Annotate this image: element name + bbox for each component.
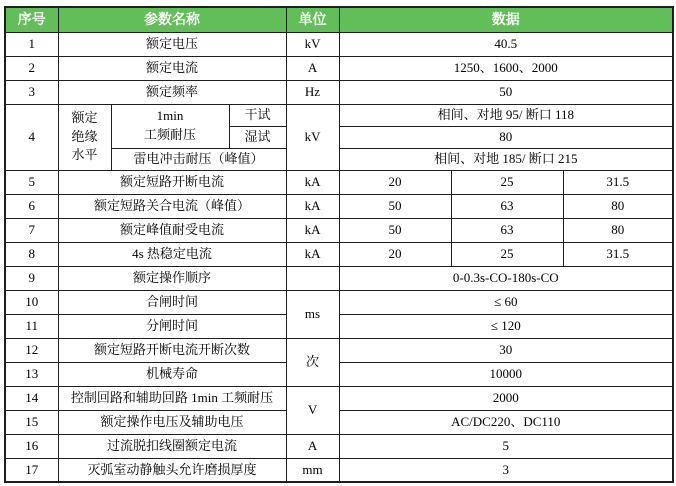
- row-4-wet-data: 80: [339, 126, 673, 148]
- table-row: [5, 80, 673, 104]
- row-14-15-unit: V: [286, 386, 339, 434]
- row-4-wet-test: 湿试: [229, 126, 286, 148]
- row-6-seq: 6: [5, 194, 58, 218]
- row-5-data-1: 20: [339, 170, 451, 194]
- row-13-data: 10000: [339, 362, 673, 386]
- header-seq: 序号: [5, 7, 58, 32]
- row-8-data-1: 20: [339, 242, 451, 266]
- row-4-lightning-impulse: 雷电冲击耐压（峰值）: [111, 148, 286, 170]
- row-12-name: 额定短路开断电流开断次数: [58, 338, 286, 362]
- row-8-unit: kA: [286, 242, 339, 266]
- table-row: [5, 32, 673, 56]
- row-1-data: 40.5: [339, 32, 673, 56]
- row-7-data-1: 50: [339, 218, 451, 242]
- insulation-level-line3: 水平: [71, 147, 98, 163]
- row-17-name: 灭弧室动静触头允许磨损厚度: [58, 458, 286, 482]
- row-12-seq: 12: [5, 338, 58, 362]
- row-3-data: 50: [339, 80, 673, 104]
- row-8-data-2: 25: [451, 242, 563, 266]
- table-row: [5, 290, 673, 314]
- row-9-name: 额定操作顺序: [58, 266, 286, 290]
- row-11-data: ≤ 120: [339, 314, 673, 338]
- row-5-name: 额定短路开断电流: [58, 170, 286, 194]
- row-5-data-3: 31.5: [563, 170, 673, 194]
- row-4-dry-data: 相间、对地 95/ 断口 118: [339, 104, 673, 126]
- table-row: [5, 218, 673, 242]
- row-15-data: AC/DC220、DC110: [339, 410, 673, 434]
- row-7-data-2: 63: [451, 218, 563, 242]
- row-1-seq: 1: [5, 32, 58, 56]
- table-row: [5, 56, 673, 80]
- row-17-data: 3: [339, 458, 673, 482]
- table-row: [5, 362, 673, 386]
- row-8-seq: 8: [5, 242, 58, 266]
- row-1-name: 额定电压: [58, 32, 286, 56]
- row-14-data: 2000: [339, 386, 673, 410]
- row-5-unit: kA: [286, 170, 339, 194]
- row-6-name: 额定短路关合电流（峰值）: [58, 194, 286, 218]
- row-12-data: 30: [339, 338, 673, 362]
- row-5-seq: 5: [5, 170, 58, 194]
- row-4-lightning-data: 相间、对地 185/ 断口 215: [339, 148, 673, 170]
- row-4-power-freq-withstand: [111, 104, 229, 148]
- row-2-data: 1250、1600、2000: [339, 56, 673, 80]
- row-8-data-3: 31.5: [563, 242, 673, 266]
- row-7-seq: 7: [5, 218, 58, 242]
- row-10-name: 合闸时间: [58, 290, 286, 314]
- row-8-name: 4s 热稳定电流: [58, 242, 286, 266]
- row-4-seq: 4: [5, 104, 58, 170]
- table-row: [5, 266, 673, 290]
- row-9-data: 0-0.3s-CO-180s-CO: [339, 266, 673, 290]
- row-10-data: ≤ 60: [339, 290, 673, 314]
- row-16-data: 5: [339, 434, 673, 458]
- row-17-seq: 17: [5, 458, 58, 482]
- row-13-seq: 13: [5, 362, 58, 386]
- row-2-unit: A: [286, 56, 339, 80]
- table-row: [5, 170, 673, 194]
- power-freq-line1: 1min: [156, 108, 184, 124]
- row-4-unit: kV: [286, 104, 339, 170]
- table-row: [5, 194, 673, 218]
- row-9-seq: 9: [5, 266, 58, 290]
- row-15-name: 额定操作电压及辅助电压: [58, 410, 286, 434]
- insulation-level-line1: 额定: [71, 109, 98, 125]
- spec-table: [4, 6, 674, 483]
- table-row: [5, 434, 673, 458]
- row-14-name: 控制回路和辅助回路 1min 工频耐压: [58, 386, 286, 410]
- row-13-name: 机械寿命: [58, 362, 286, 386]
- row-11-seq: 11: [5, 314, 58, 338]
- table-row: [5, 104, 673, 126]
- table-row: [5, 338, 673, 362]
- header-data: 数据: [339, 7, 673, 32]
- row-12-13-unit: 次: [286, 338, 339, 386]
- row-3-name: 额定频率: [58, 80, 286, 104]
- row-6-data-1: 50: [339, 194, 451, 218]
- power-freq-line2: 工频耐压: [143, 127, 196, 142]
- header-name: 参数名称: [58, 7, 286, 32]
- row-3-seq: 3: [5, 80, 58, 104]
- table-row: [5, 242, 673, 266]
- row-16-unit: A: [286, 434, 339, 458]
- row-5-data-2: 25: [451, 170, 563, 194]
- row-7-data-3: 80: [563, 218, 673, 242]
- header-row: [5, 7, 673, 32]
- row-14-seq: 14: [5, 386, 58, 410]
- table-row: [5, 410, 673, 434]
- table-row: [5, 458, 673, 482]
- row-10-11-unit: ms: [286, 290, 339, 338]
- row-3-unit: Hz: [286, 80, 339, 104]
- row-4-dry-test: 干试: [229, 104, 286, 126]
- table-row: [5, 314, 673, 338]
- row-1-unit: kV: [286, 32, 339, 56]
- row-2-name: 额定电流: [58, 56, 286, 80]
- row-6-data-2: 63: [451, 194, 563, 218]
- row-4-insulation-level: [58, 104, 111, 170]
- row-17-unit: mm: [286, 458, 339, 482]
- row-10-seq: 10: [5, 290, 58, 314]
- row-2-seq: 2: [5, 56, 58, 80]
- row-6-unit: kA: [286, 194, 339, 218]
- row-7-unit: kA: [286, 218, 339, 242]
- row-6-data-3: 80: [563, 194, 673, 218]
- row-16-seq: 16: [5, 434, 58, 458]
- row-11-name: 分闸时间: [58, 314, 286, 338]
- header-unit: 单位: [286, 7, 339, 32]
- row-7-name: 额定峰值耐受电流: [58, 218, 286, 242]
- row-15-seq: 15: [5, 410, 58, 434]
- table-row: [5, 386, 673, 410]
- row-9-unit: [286, 266, 339, 290]
- row-16-name: 过流脱扣线圈额定电流: [58, 434, 286, 458]
- insulation-level-line2: 绝缘: [71, 128, 98, 144]
